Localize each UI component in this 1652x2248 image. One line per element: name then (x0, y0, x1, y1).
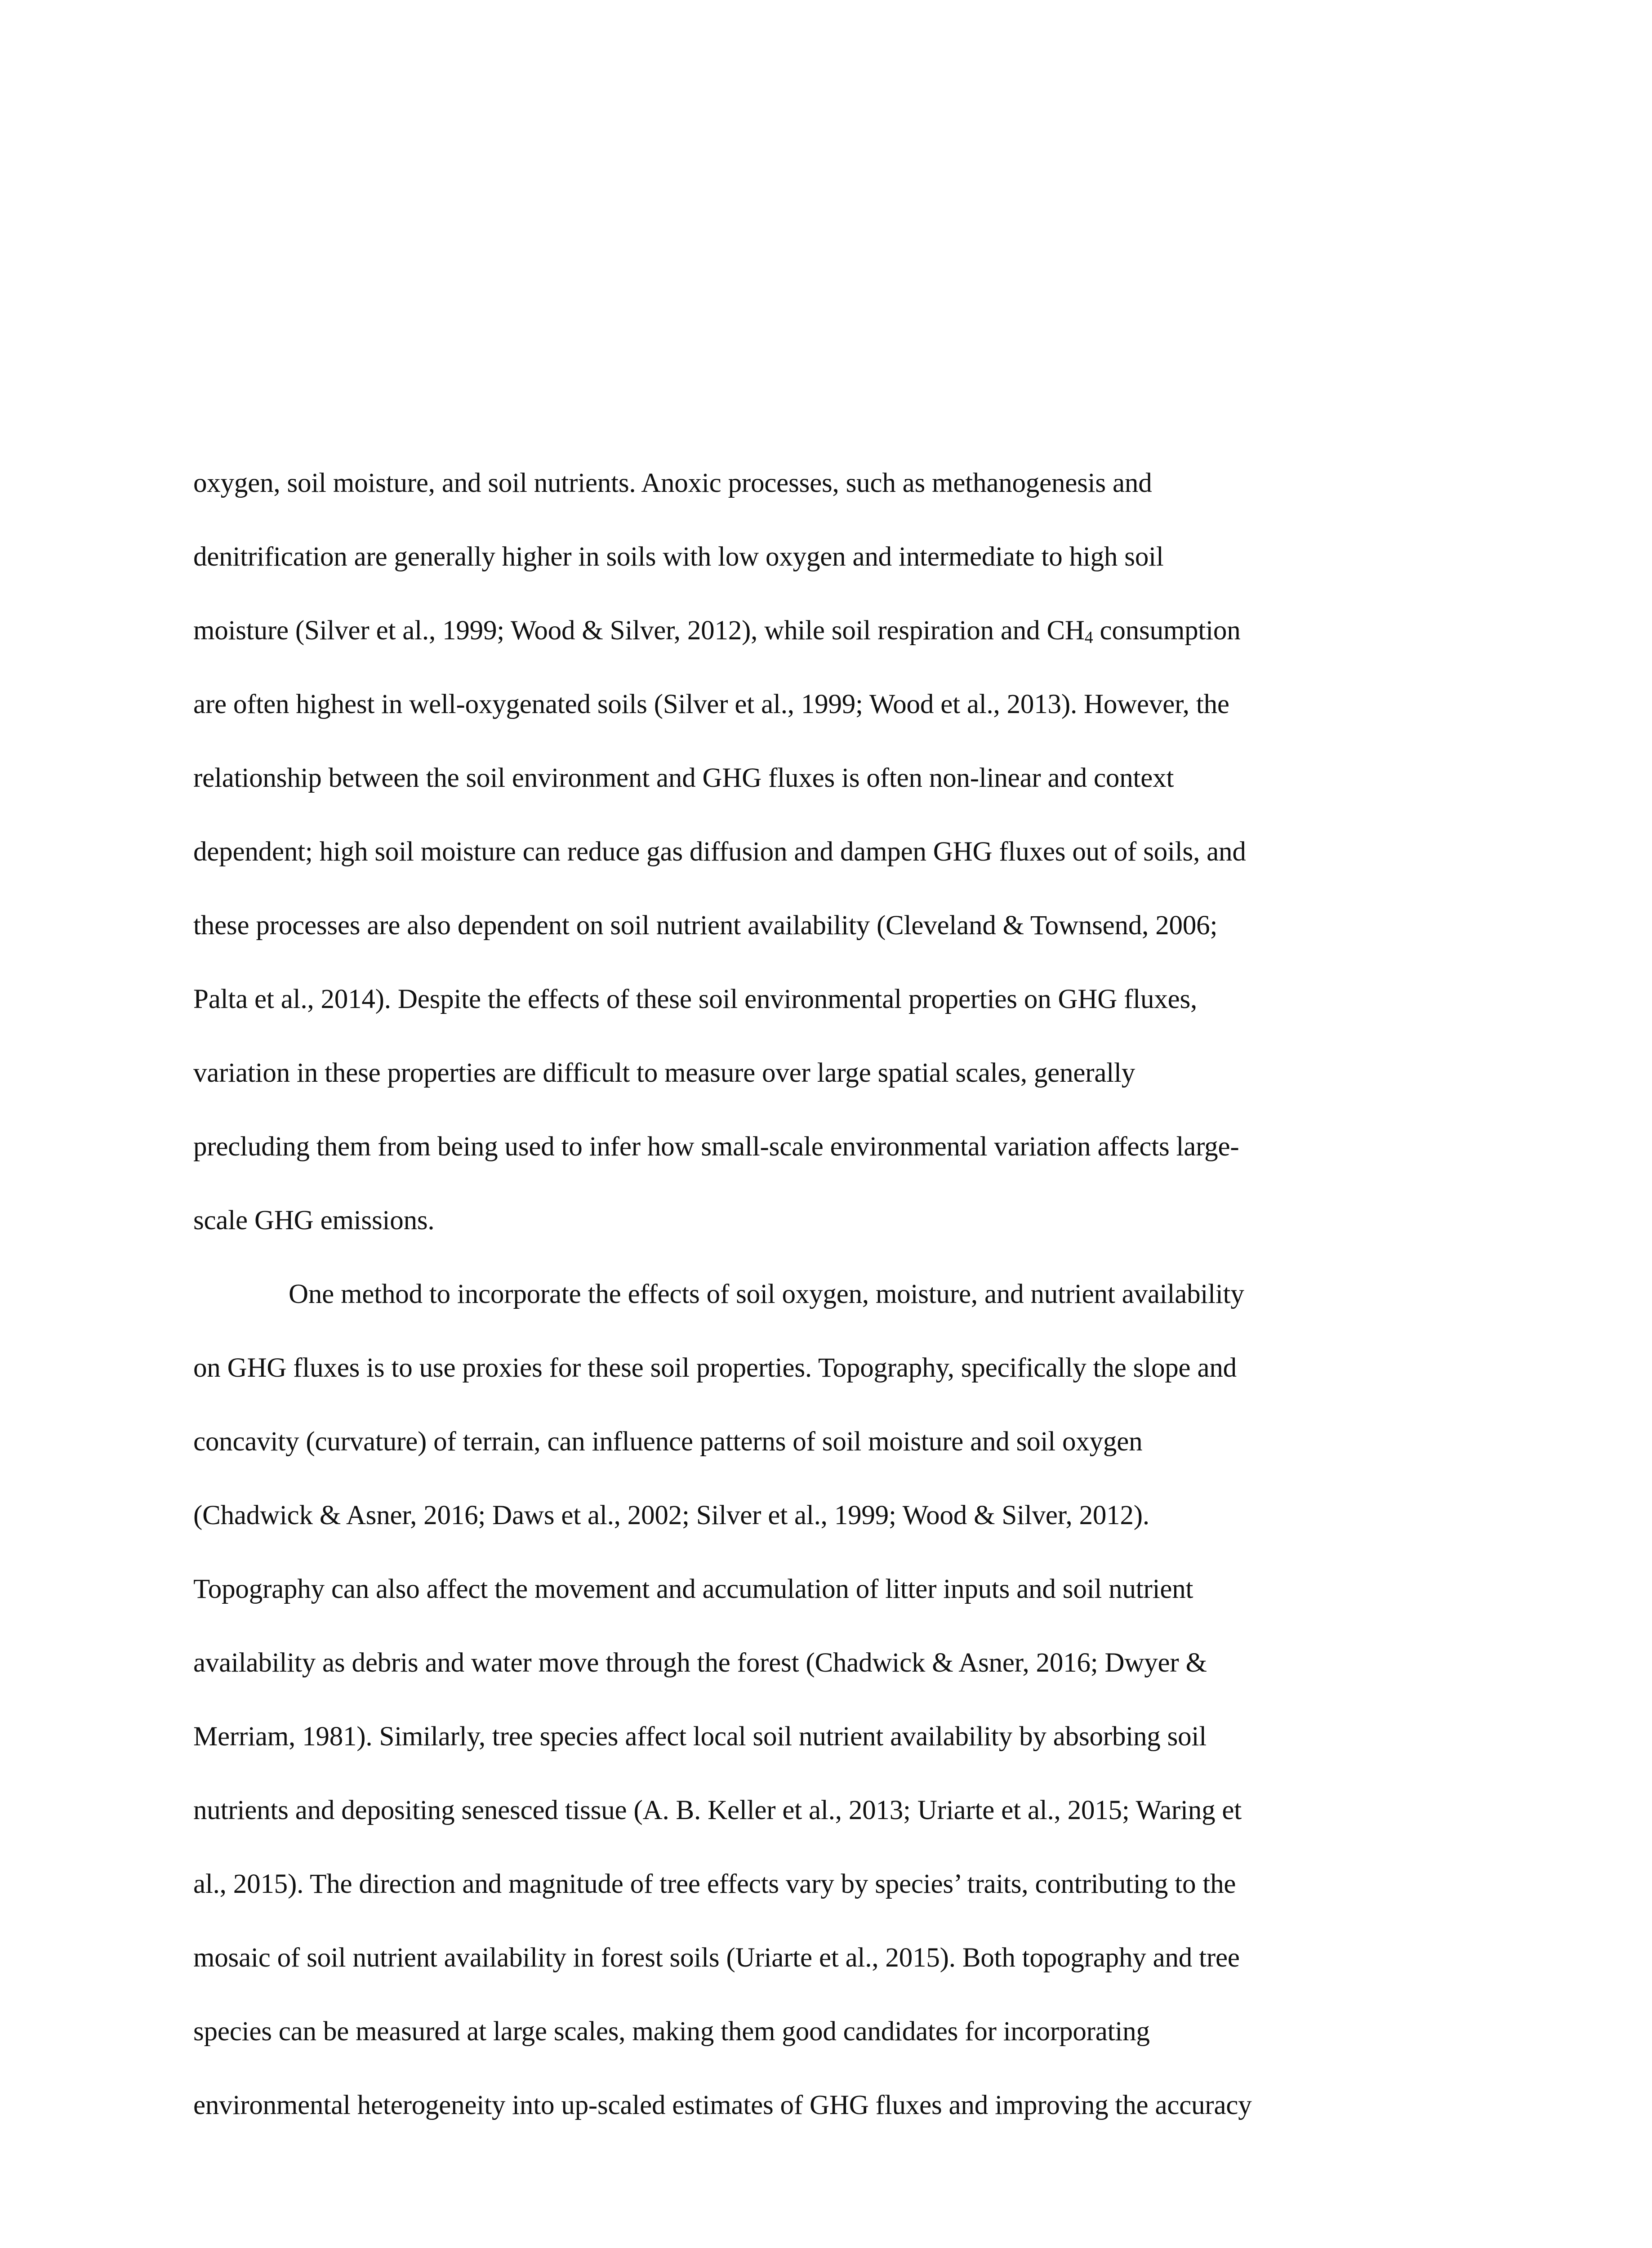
paragraph-1-line-1: oxygen, soil moisture, and soil nutrients. Anoxic processes, such as methanogenesis and (193, 468, 1152, 498)
paragraph-1-line-4: are often highest in well-oxygenated soils (Silver et al., 1999; Wood et al., 2013). However, the (193, 689, 1229, 719)
paragraph-1-line-2: denitrification are generally higher in soils with low oxygen and intermediate to high soil (193, 542, 1164, 572)
paragraph-1-line-6: dependent; high soil moisture can reduce gas diffusion and dampen GHG fluxes out of soils, and (193, 837, 1246, 867)
paragraph-1-line-3 (193, 616, 1241, 647)
paragraph-1-line-11: scale GHG emissions. (193, 1205, 435, 1236)
paragraph-2-line-11: species can be measured at large scales, making them good candidates for incorporating (193, 2016, 1150, 2047)
paragraph-2-line-2: on GHG fluxes is to use proxies for these soil properties. Topography, specifically the slope and (193, 1353, 1237, 1383)
paragraph-2-line-9: al., 2015). The direction and magnitude of tree effects vary by species’ traits, contributing to the (193, 1869, 1236, 1899)
paragraph-2-line-7: Merriam, 1981). Similarly, tree species affect local soil nutrient availability by absorbing soil (193, 1722, 1207, 1752)
paragraph-1-line-3-text: moisture (Silver et al., 1999; Wood & Silver, 2012), while soil respiration and CH (193, 616, 1085, 646)
paragraph-1-line-8: Palta et al., 2014). Despite the effects of these soil environmental properties on GHG fluxes, (193, 984, 1198, 1014)
paragraph-1-line-5: relationship between the soil environment and GHG fluxes is often non-linear and context (193, 763, 1174, 793)
ch4-subscript: 4 (1084, 628, 1093, 647)
paragraph-2-line-1: One method to incorporate the effects of soil oxygen, moisture, and nutrient availability (289, 1279, 1244, 1309)
paragraph-1-line-7: these processes are also dependent on soil nutrient availability (Cleveland & Townsend, 2006; (193, 910, 1218, 941)
paragraph-2-line-10: mosaic of soil nutrient availability in forest soils (Uriarte et al., 2015). Both topography and tree (193, 1943, 1240, 1973)
paragraph-2-line-12: environmental heterogeneity into up-scaled estimates of GHG fluxes and improving the accuracy (193, 2090, 1252, 2120)
paragraph-2-line-8: nutrients and depositing senesced tissue (A. B. Keller et al., 2013; Uriarte et al., 2015; Waring et (193, 1795, 1242, 1825)
paragraph-2-line-5: Topography can also affect the movement and accumulation of litter inputs and soil nutrient (193, 1574, 1193, 1604)
paragraph-1-line-9: variation in these properties are difficult to measure over large spatial scales, generally (193, 1058, 1135, 1088)
paragraph-2-line-6: availability as debris and water move through the forest (Chadwick & Asner, 2016; Dwyer & (193, 1648, 1207, 1678)
paragraph-2-line-3: concavity (curvature) of terrain, can influence patterns of soil moisture and soil oxygen (193, 1427, 1143, 1457)
paragraph-2-line-4: (Chadwick & Asner, 2016; Daws et al., 2002; Silver et al., 1999; Wood & Silver, 2012). (193, 1500, 1149, 1530)
paragraph-1-line-10: precluding them from being used to infer how small-scale environmental variation affects large- (193, 1132, 1239, 1162)
paragraph-1-line-3-text-end: consumption (1093, 616, 1241, 646)
